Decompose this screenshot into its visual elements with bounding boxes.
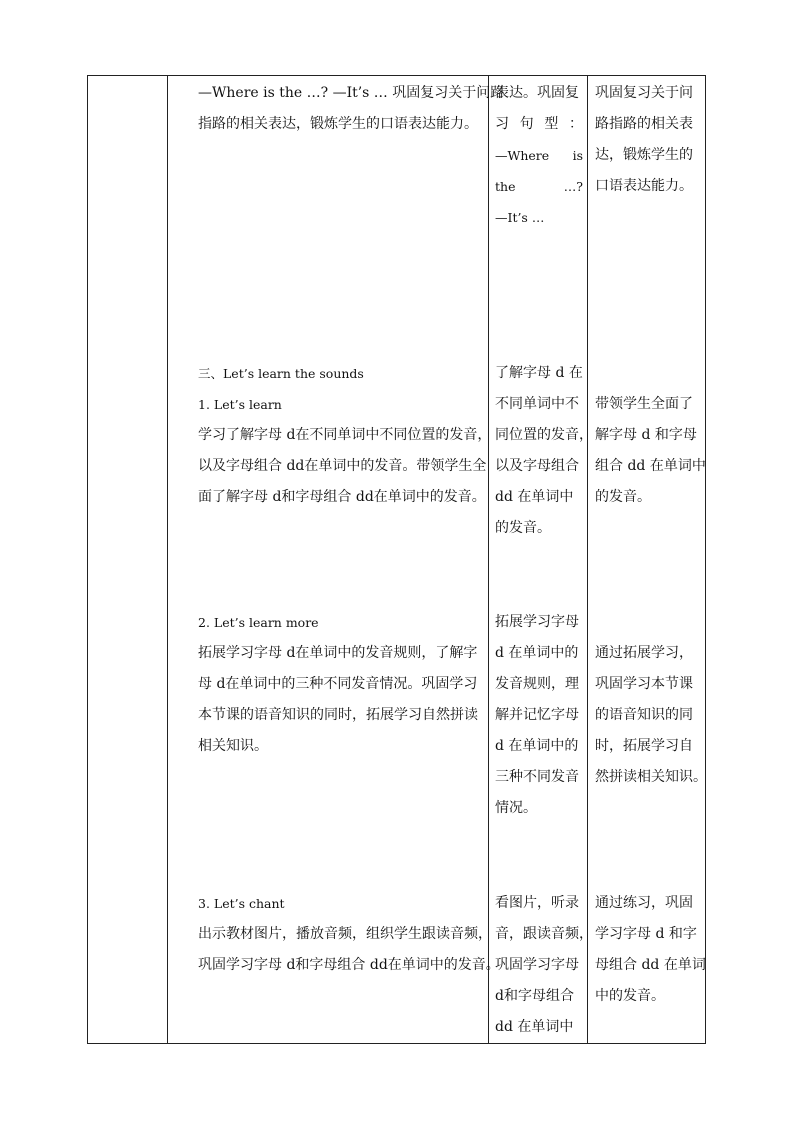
intent-text-line: 解字母 d 和字母 — [595, 427, 697, 443]
activity-learn-more-block — [495, 607, 583, 824]
activity-text-line: 同位置的发音， — [495, 427, 593, 443]
activity-text-line: dd 在单词中 — [495, 1019, 574, 1035]
process-text-line: 以及字母组合 dd在单词中的发音。带领学生全 — [198, 458, 487, 474]
activity-text-line: 了解字母 d 在 — [495, 365, 583, 381]
activity-chant-block — [495, 888, 593, 1043]
activity-word: is — [572, 148, 583, 163]
activity-word: …? — [563, 179, 583, 194]
process-review-block — [198, 78, 505, 140]
activity-word: the — [495, 179, 516, 194]
intent-text-line: 达，锻炼学生的 — [595, 147, 693, 163]
process-chant-block — [198, 888, 500, 981]
lesson-table — [87, 75, 706, 1044]
intent-sounds-block — [595, 389, 706, 513]
intent-text-line: 口语表达能力。 — [595, 178, 693, 194]
activity-word: ： — [568, 116, 583, 132]
activity-text-line: 音，跟读音频， — [495, 926, 593, 942]
process-text-line: 指路的相关表达，锻炼学生的口语表达能力。 — [198, 116, 478, 132]
process-text-line: 相关知识。 — [198, 738, 268, 754]
activity-text-line: 解并记忆字母 — [495, 707, 579, 723]
activity-text-line: 看图片，听录 — [495, 895, 579, 911]
activity-text-line: 的发音。 — [495, 520, 551, 536]
activity-text-line: d 在单词中的 — [495, 738, 579, 754]
intent-review-block — [595, 78, 703, 202]
process-text-line: 母 d在单词中的三种不同发音情况。巩固学习 — [198, 676, 478, 692]
activity-text-line: 表达。巩固复 — [495, 85, 579, 101]
activity-text-line: 拓展学习字母 — [495, 614, 579, 630]
intent-text-line: 巩固复习关于问 — [595, 85, 693, 101]
activity-text-line: d和字母组合 — [495, 988, 574, 1004]
activity-text-line: 不同单词中不 — [495, 396, 579, 412]
intent-text-line: 学习字母 d 和字 — [595, 926, 697, 942]
activity-text-line: dd 在单词中 — [495, 489, 574, 505]
intent-text-line: 通过拓展学习， — [595, 645, 693, 661]
subsection-title: 2. Let’s learn more — [198, 615, 319, 630]
intent-chant-block — [595, 888, 706, 1012]
process-sounds-block — [198, 358, 492, 513]
activity-text-line: 三种不同发音 — [495, 769, 579, 785]
activity-text-line — [495, 171, 583, 202]
process-text-line: 出示教材图片，播放音频，组织学生跟读音频， — [198, 926, 492, 942]
intent-text-line: 然拼读相关知识。 — [595, 769, 707, 785]
process-text-line: 巩固学习字母 d和字母组合 dd在单词中的发音。 — [198, 957, 500, 973]
process-text-line: 本节课的语音知识的同时，拓展学习自然拼读 — [198, 707, 478, 723]
subsection-title: 3. Let’s chant — [198, 896, 285, 911]
process-text-line: 拓展学习字母 d在单词中的发音规则，了解字 — [198, 645, 478, 661]
activity-text-line — [495, 140, 583, 171]
process-learn-more-block — [198, 607, 483, 762]
intent-text-line: 路指路的相关表 — [595, 116, 693, 132]
intent-learn-more-block — [595, 638, 707, 793]
intent-text-line: 母组合 dd 在单词 — [595, 957, 706, 973]
activity-sounds-block — [495, 358, 593, 544]
intent-text-line: 组合 dd 在单词中 — [595, 458, 706, 474]
intent-text-line: 带领学生全面了 — [595, 396, 693, 412]
intent-text-line: 通过练习，巩固 — [595, 895, 693, 911]
column-divider — [488, 76, 489, 1043]
activity-text-line: 发音规则，理 — [495, 676, 579, 692]
subsection-title: 1. Let’s learn — [198, 397, 282, 412]
intent-text-line: 巩固学习本节课 — [595, 676, 693, 692]
intent-text-line: 时，拓展学习自 — [595, 738, 693, 754]
activity-word: 型 — [544, 116, 559, 132]
activity-text-line: —It’s … — [495, 210, 545, 225]
activity-text-line: 以及字母组合 — [495, 458, 579, 474]
process-text-line: 面了解字母 d和字母组合 dd在单词中的发音。 — [198, 489, 486, 505]
intent-text-line: 中的发音。 — [595, 988, 665, 1004]
process-text-line: —Where is the …? —It’s … 巩固复习关于问路 — [198, 85, 505, 101]
activity-text-line — [495, 109, 583, 140]
column-divider — [167, 76, 168, 1043]
activity-text-line: d 在单词中的 — [495, 645, 579, 661]
intent-text-line: 的语音知识的同 — [595, 707, 693, 723]
activity-text-line: 巩固学习字母 — [495, 957, 579, 973]
intent-text-line: 的发音。 — [595, 489, 651, 505]
activity-text-line: 情况。 — [495, 800, 537, 816]
process-text-line: 学习了解字母 d在不同单词中不同位置的发音， — [198, 427, 492, 443]
column-divider — [587, 76, 588, 1043]
activity-word: 句 — [519, 116, 534, 132]
activity-word: 习 — [495, 116, 509, 132]
section-title: 三、Let’s learn the sounds — [198, 366, 364, 381]
activity-review-block — [495, 78, 583, 233]
activity-word: —Where — [495, 148, 550, 163]
